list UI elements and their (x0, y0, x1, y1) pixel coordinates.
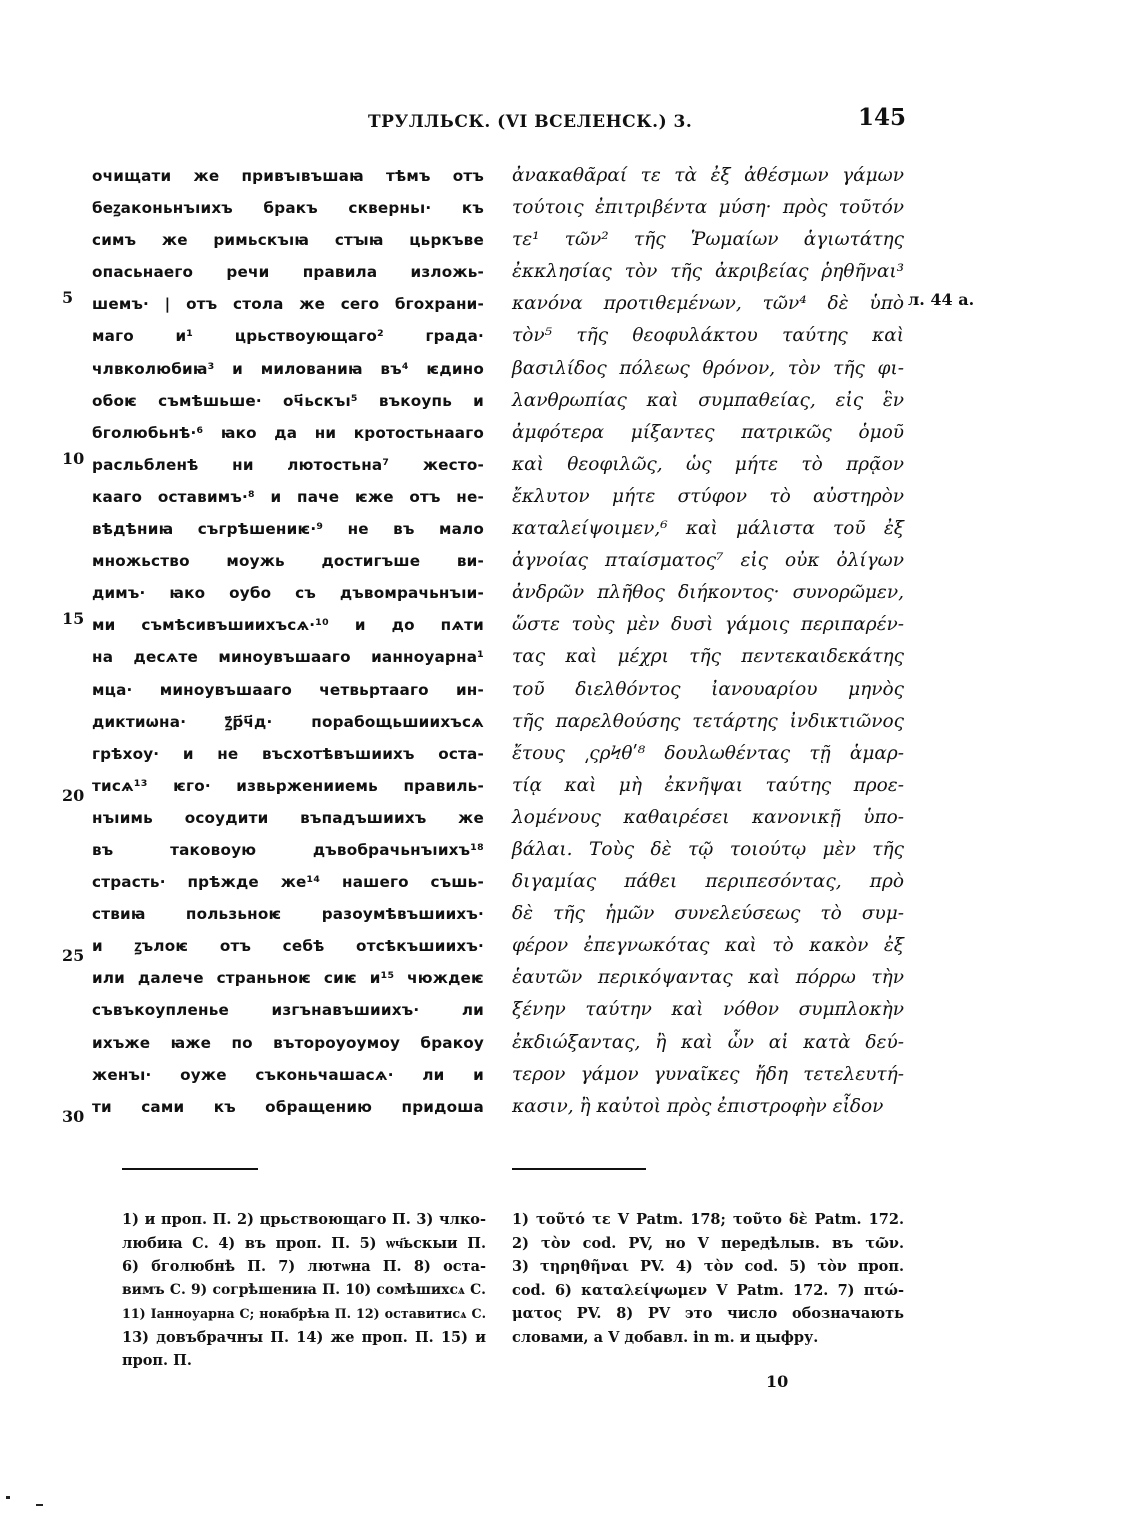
text-line: ἀμφότερα μίξαντες πατρικῶς ὁμοῦ (512, 421, 904, 443)
scan-speck (6, 1496, 10, 1499)
text-line: въ таковоую дъвобрачьнъıихъ¹⁸ (92, 840, 484, 859)
text-line: ἀνακαθᾶραί τε τὰ ἐξ ἀθέσμων γάμων (512, 165, 904, 186)
text-line: τοῦ διελθόντος ἰανουαρίου μηνὸς (512, 678, 904, 700)
footnote-line: 1) и проп. П. 2) црьствоющаго П. 3) члко- (122, 1211, 486, 1228)
text-line: κανόνα προτιθεμένων, τῶν⁴ δὲ ὑπὸ (512, 293, 904, 315)
scan-speck (36, 1504, 43, 1506)
text-line: расльбленѣ ни лютостьна⁷ жесто- (92, 455, 484, 474)
line-number: 20 (62, 786, 85, 805)
footnotes-greek (512, 1208, 904, 1349)
text-line: члвколюбиꙗ³ и милованиꙗ въ⁴ ѥдино (92, 359, 484, 378)
footnote-rule-left (122, 1168, 258, 1170)
text-line: ихъже ꙗже по вътороуоумоу бракоу (92, 1033, 484, 1052)
footnote-line: любиꙗ С. 4) въ проп. П. 5) ѡч҃ьскыи П. (122, 1234, 486, 1252)
text-line: съвъкоупленье изгънавъшиихъ· ли (92, 1001, 484, 1020)
text-line: или далече страньноѥ сиѥ и¹⁵ чюждеѥ (92, 969, 484, 988)
text-line: βάλαι. Τοὺς δὲ τῷ τοιούτῳ μὲν τῆς (512, 838, 904, 860)
text-line: женъı· оуже съконьчашасѧ· ли и (92, 1065, 484, 1084)
text-line: τίᾳ καὶ μὴ ἐκνῆψαι ταύτης προε- (512, 774, 904, 796)
text-line: страсть· прѣжде же¹⁴ нашего съшь- (92, 873, 484, 892)
footnote-line: 11) Іанноуарна С; ноꙗбрѣꙗ П. 12) оставитисѧ С. (122, 1306, 486, 1321)
line-number: 25 (62, 946, 85, 965)
text-line: ἑαυτῶν περικόψαντας καὶ πόρρω τὴν (512, 967, 904, 989)
text-line: τούτοις ἐπιτριβέντα μύση· πρὸς τοῦτόν (512, 197, 904, 219)
text-line: λομένους καθαιρέσει κανονικῇ ὑπο- (512, 806, 904, 828)
text-line: маго и¹ црьствоующаго² града· (92, 327, 484, 346)
text-line: очищати же привъıвъшаꙗ тѣмъ отъ (92, 167, 484, 185)
text-line: множьство моужь достигъше ви- (92, 552, 484, 571)
text-line: ἔκλυτον μήτε στύφον τὸ αὐστηρὸν (512, 485, 904, 507)
text-line: φέρον ἐπεγνωκότας καὶ τὸ κακὸν ἐξ (512, 935, 904, 957)
text-line: вѣдѣниꙗ съгрѣшениѥ·⁹ не въ мало (92, 520, 484, 539)
footnote-line: проп. П. (122, 1352, 192, 1369)
text-line: τὸν⁵ τῆς θεοφυλάκτου ταύτης καὶ (512, 325, 904, 347)
margin-note-folio: л. 44 а. (908, 290, 975, 309)
line-number: 15 (62, 609, 85, 628)
footnote-line: ματος PV. 8) PV это число обозначають (512, 1305, 904, 1322)
line-number: 30 (62, 1107, 85, 1126)
running-header-title: ТРУЛЛЬСК. (VI ВСЕЛЕНСК.) 3. (368, 112, 693, 132)
text-line: кааго оставимъ·⁸ и паче ѥже отъ не- (92, 487, 484, 506)
signature-mark: 10 (766, 1372, 789, 1391)
footnote-line: 2) τὸν cod. PV, но V передѣлыв. въ τῶν. (512, 1234, 904, 1252)
text-line: на десѧте миноувъшааго ианноуарна¹ (92, 648, 484, 667)
text-line: обоѥ съмѣшьше· оч҃ьскъı⁵ въкоупь и (92, 391, 484, 410)
text-line: грѣхоу· и не въсхотѣвъшиихъ оста- (92, 744, 484, 763)
slavonic-text-column (92, 160, 484, 1123)
text-line: диктиѡна· ꙁ҃р҃ч҃д· порабощьшиихъсѧ (92, 712, 484, 731)
text-line: и ꙁълоѥ отъ себѣ отсѣкъшиихъ· (92, 937, 484, 956)
text-line: ствиꙗ пользьноѥ разоумѣвъшиихъ· (92, 905, 484, 924)
footnote-line: cod. 6) καταλείψωμεν V Patm. 172. 7) πτώ- (512, 1281, 904, 1299)
footnotes-slavonic (122, 1208, 486, 1373)
line-number: 10 (62, 449, 85, 468)
text-line: ἐκδιώξαντας, ἢ καὶ ὧν αἱ κατὰ δεύ- (512, 1031, 904, 1053)
footnote-line: 3) τηρηθῆναι PV. 4) τὸν cod. 5) τὸν проп. (512, 1258, 904, 1275)
footnote-rule-right (512, 1168, 646, 1170)
footnote-line: вимъ С. 9) согрѣшениꙗ П. 10) сомѣшихсѧ С. (122, 1281, 486, 1298)
text-line: δὲ τῆς ἡμῶν συνελεύσεως τὸ συμ- (512, 903, 904, 925)
text-line: καὶ θεοφιλῶς, ὡς μήτε τὸ πρᾷον (512, 453, 904, 475)
text-line: διγαμίας πάθει περιπεσόντας, πρὸ (512, 871, 904, 893)
footnote-line: 1) τοῦτό τε V Patm. 178; τοῦτο δὲ Patm. 172. (512, 1211, 904, 1228)
text-line: опасьнаего речи правила изложь- (92, 263, 484, 282)
text-line: ἐκκλησίας τὸν τῆς ἀκριβείας ῥηθῆναι³ (512, 261, 904, 283)
text-line: ξένην ταύτην καὶ νόθον συμπλοκὴν (512, 999, 904, 1021)
text-line: шемъ· | отъ стола же сего бгохрани- (92, 295, 484, 314)
text-line: ти сами къ обращению придоша (92, 1097, 484, 1116)
text-line: беꙁаконьнъıихъ бракъ скверньı· къ (92, 199, 484, 218)
text-line: τε¹ τῶν² τῆς Ῥωμαίων ἁγιωτάτης (512, 229, 904, 251)
greek-text-column (512, 160, 904, 1123)
text-line: ἀνδρῶν πλῆθος διήκοντος· συνορῶμεν, (512, 582, 904, 604)
text-line: ὥστε τοὺς μὲν δυσὶ γάμοις περιπαρέν- (512, 614, 904, 636)
text-line: симъ же римьскъıꙗ стꙑꙗ цьркъве (92, 231, 484, 250)
text-line: бголюбьнѣ·⁶ ꙗко да ни кротостьнааго (92, 423, 484, 442)
text-line: ми съмѣсивъшиихъсѧ·¹⁰ и до пѧти (92, 616, 484, 635)
text-line: ἔτους ͵ςρϞθʹ⁸ δουλωθέντας τῇ ἁμαρ- (512, 742, 904, 764)
text-line: λανθρωπίας καὶ συμπαθείας, εἰς ἓν (512, 389, 904, 411)
line-number: 5 (62, 288, 74, 307)
text-line: нъıимь осоудити въпадъшиихъ же (92, 808, 484, 827)
text-line: ἀγνοίας πταίσματος⁷ εἰς οὐκ ὀλίγων (512, 550, 904, 572)
page-number: 145 (858, 104, 907, 131)
text-line: τῆς παρελθούσης τετάρτης ἰνδικτιῶνος (512, 710, 904, 732)
footnote-line: словами, а V добавл. in m. и цыфру. (512, 1328, 819, 1346)
text-line: βασιλίδος πόλεως θρόνον, τὸν τῆς φι- (512, 357, 904, 379)
text-line: καταλείψοιμεν,⁶ καὶ μάλιστα τοῦ ἐξ (512, 518, 904, 540)
text-line: мца· миноувъшааго четвьртааго ин- (92, 680, 484, 699)
footnote-line: 6) бголюбнѣ П. 7) лютѡна П. 8) оста- (122, 1258, 486, 1275)
text-line: τας καὶ μέχρι τῆς πεντεκαιδεκάτης (512, 646, 904, 668)
footnote-line: 13) довъбрачнꙑ П. 14) же проп. П. 15) и (122, 1328, 486, 1346)
text-line: κασιν, ἢ καὐτοὶ πρὸς ἐπιστροφὴν εἶδον (512, 1095, 884, 1117)
text-line: димъ· ꙗко оубо съ дъвомрачьнъıи- (92, 584, 484, 603)
text-line: тисѧ¹³ ѥго· извьрженииемь правиль- (92, 776, 484, 795)
text-line: τερον γάμον γυναῖκες ἤδη τετελευτή- (512, 1063, 904, 1085)
